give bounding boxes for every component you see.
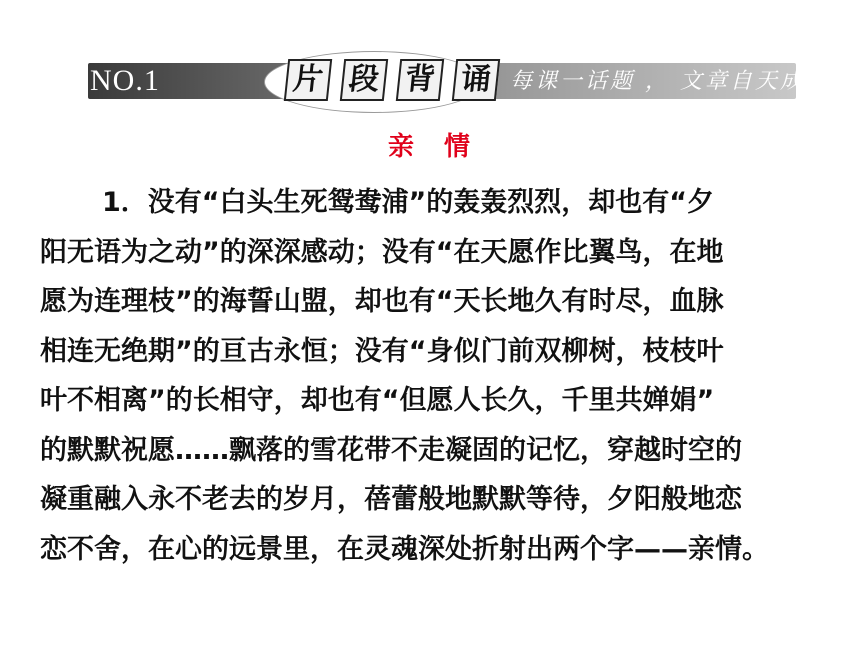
passage-line: 愿为连理枝”的海誓山盟，却也有“天长地久有时尽，血脉 <box>40 286 724 317</box>
section-badge <box>286 59 498 101</box>
badge-char: 诵 <box>452 59 500 101</box>
badge-char: 背 <box>396 59 444 101</box>
header-banner <box>88 57 817 103</box>
passage-line: 1．没有“白头生死鸳鸯浦”的轰轰烈烈，却也有“夕 <box>102 187 715 218</box>
badge-char: 段 <box>340 59 388 101</box>
passage-line: 恋不舍，在心的远景里，在灵魂深处折射出两个字——亲情。 <box>40 533 769 565</box>
passage-line: 相连无绝期”的亘古永恒；没有“身似门前双柳树，枝枝叶 <box>40 335 724 367</box>
passage-line: 凝重融入永不老去的岁月，蓓蕾般地默默等待，夕阳般地恋 <box>40 484 742 515</box>
passage-line: 的默默祝愿……飘落的雪花带不走凝固的记忆，穿越时空的 <box>40 434 742 466</box>
page-title: 亲 情 <box>387 132 472 162</box>
passage-line: 阳无语为之动”的深深感动；没有“在天愿作比翼鸟，在地 <box>40 236 724 268</box>
banner-slogan: 每课一话题 ， 文章自天成! <box>510 69 817 94</box>
section-number: NO.1 <box>90 64 160 97</box>
passage-line: 叶不相离”的长相守，却也有“但愿人长久，千里共婵娟” <box>40 385 715 416</box>
badge-char: 片 <box>284 59 332 101</box>
passage <box>40 178 820 574</box>
